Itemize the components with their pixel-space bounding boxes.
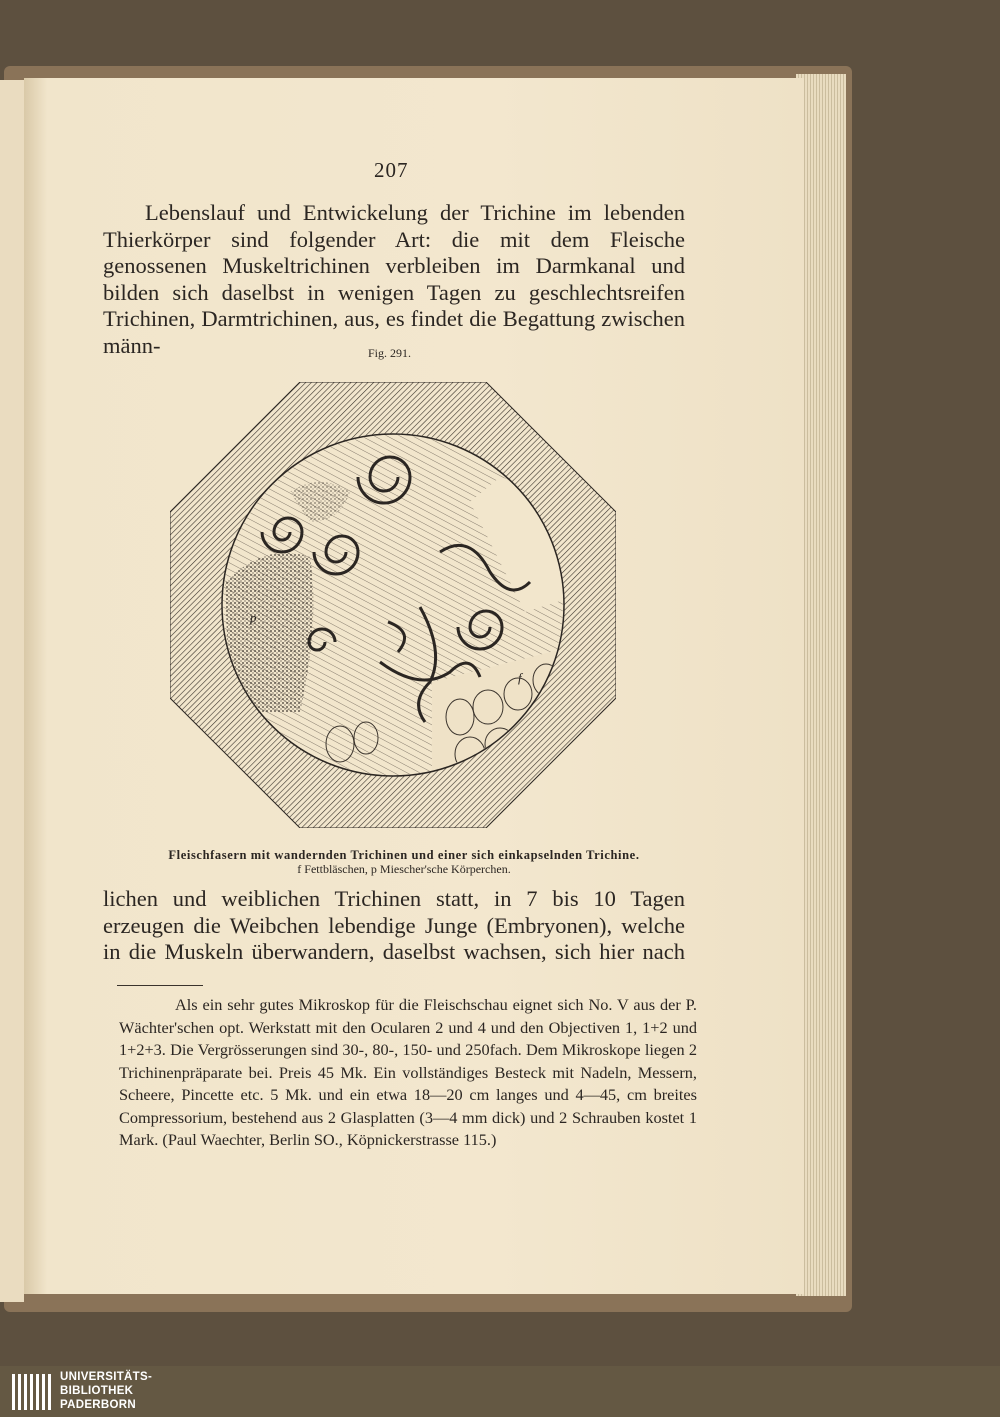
caption-title: Fleischfasern mit wandernden Trichinen und einer sich einkapselnden Trichine. [168,848,640,862]
library-line-3: PADERBORN [60,1399,136,1411]
figure-label: Fig. 291. [368,346,412,360]
figure-caption [124,848,684,876]
library-line-1: UNIVERSITÄTS- [60,1371,153,1383]
marker-f: f [518,670,522,685]
paragraph-top: Lebenslauf und Entwickelung der Trichine im lebenden Thierkörper sind folgender Art: die mit dem Fleische genossenen Muskeltrichinen verbleiben im Darmkanal und bilden sich daselbst in wenigen Tagen zu geschlechtsreifen Trichinen, Darmtrichinen, aus, es findet die Begattung zwischen männ- [103,200,685,358]
trichina-illustration [170,382,616,828]
marker-p: p [250,610,257,625]
footnote-rule [117,985,203,986]
caption-legend: f Fettbläschen, p Miescher'sche Körperchen. [297,862,511,876]
library-footer [0,1366,1000,1417]
paragraph-bottom: lichen und weiblichen Trichinen statt, in 7 bis 10 Tagen erzeugen die Weibchen lebendige Junge (Embryonen), welche in die Muskeln überwandern, daselbst wachsen, sich hier nach [103,886,685,964]
book-page [24,78,804,1294]
footnote [119,994,697,1152]
library-name [60,1370,152,1412]
page-number: 207 [374,158,409,182]
library-logo-icon [10,1370,54,1414]
library-line-2: BIBLIOTHEK [60,1385,134,1397]
facing-page-edge [0,80,24,1302]
footnote-text: Als ein sehr gutes Mikroskop für die Fleischschau eignet sich No. V aus der P. Wächter'schen opt. Werkstatt mit den Ocularen 2 und 4 und den Objectiven 1, 1+2 und 1+2+3. Die Vergrösserungen sind 30-, 80-, 150- und 250fach. Dem Mikroskope liegen 2 Trichinenpräparate bei. Preis 45 Mk. Ein vollständiges Besteck mit Nadeln, Messern, Scheere, Pincette etc. 5 Mk. und ein etwa 18—20 cm langes und 4—45, cm breites Compressorium, bestehend aus 2 Glasplatten (3—4 mm dick) und 2 Schrauben kostet 1 Mark. (Paul Waechter, Berlin SO., Köpnickerstrasse 115.) [119,995,697,1149]
